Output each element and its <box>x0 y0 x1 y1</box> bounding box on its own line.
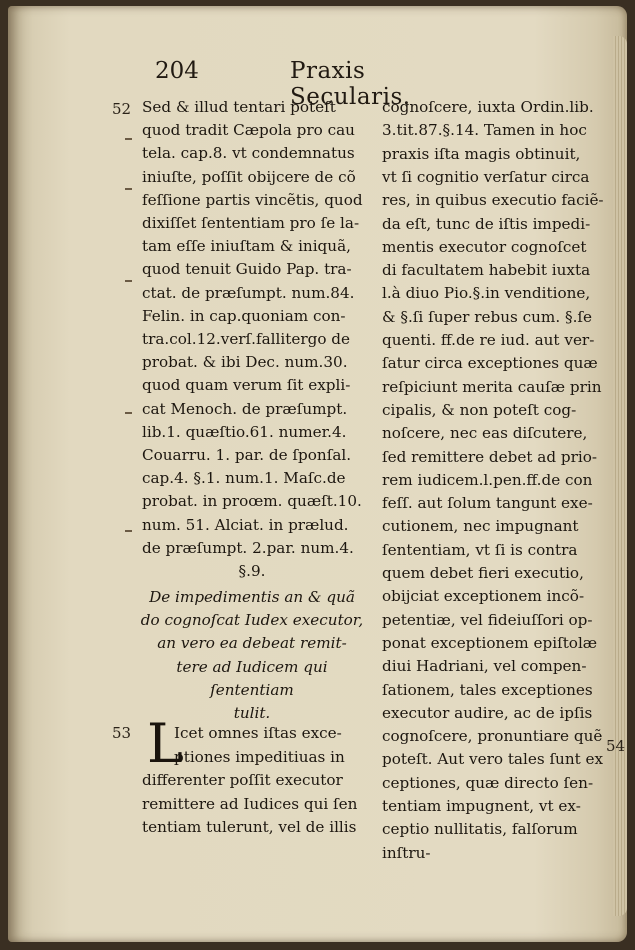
text-line: dixiſſet ſententiam pro ſe la- <box>142 214 360 232</box>
text-line: num. 51. Alciat. in prælud. <box>142 515 349 534</box>
text-line: da eſt, tunc de iſtis impedi- <box>382 214 591 233</box>
text-line: ctat. de præſumpt. num.84. <box>142 283 355 302</box>
text-line: inſtru- <box>382 843 431 862</box>
text-line: tulit. <box>233 704 271 722</box>
page-edge-stack <box>613 36 627 916</box>
drop-capital: L <box>147 712 183 775</box>
text-line: De impedimentis an & quã <box>149 588 355 606</box>
text-line: de præſumpt. 2.par. num.4. <box>142 538 354 557</box>
text-line: feſſione partis vincẽtis, quod <box>142 190 363 209</box>
margin-number-53: 53 <box>112 724 132 742</box>
text-line: vt ſi cognitio verſatur circa <box>382 167 590 186</box>
text-line: praxis iſta magis obtinuit, <box>382 144 581 163</box>
text-line: cipalis, & non poteſt cog- <box>382 400 577 419</box>
text-line: ceptiones, quæ directo ſen- <box>382 773 594 792</box>
text-line: Sed & illud tentari poteſt <box>142 98 336 116</box>
text-line: iniuſte, poſſit obijcere de cõ <box>142 167 356 186</box>
text-line: feſſ. aut ſolum tangunt exe- <box>382 494 593 513</box>
text-line: cap.4. §.1. num.1. Maſc.de <box>142 469 346 488</box>
text-line: ceptio nullitatis, falſorum <box>382 820 578 839</box>
text-line: quod quam verum ſit expli- <box>142 376 351 395</box>
text-line: ſententiam, vt ſi is contra <box>382 540 578 559</box>
margin-tick <box>125 280 132 282</box>
text-line: remittere ad Iudices qui ſen <box>142 794 358 813</box>
text-line: poteſt. Aut vero tales ſunt ex <box>382 750 604 769</box>
text-line: tra.col.12.verſ.fallitergo de <box>142 330 351 348</box>
margin-tick <box>125 530 132 532</box>
text-line: tentiam tulerunt, vel de illis <box>142 818 357 836</box>
text-line: tentiam impugnent, vt ex- <box>382 797 581 815</box>
text-line: diui Hadriani, vel compen- <box>382 657 587 676</box>
text-line: executor audire, ac de ipſis <box>382 703 593 722</box>
margin-tick <box>125 412 132 414</box>
margin-number-52: 52 <box>112 100 132 118</box>
text-line: tere ad Iudicem qui <box>176 657 328 676</box>
text-line: do cognoſcat Iudex executor, <box>140 611 364 630</box>
margin-number-54: 54 <box>606 737 626 755</box>
text-line: l.à diuo Pio.§.in venditione, <box>382 284 591 303</box>
text-line: 3.tit.87.§.14. Tamen in hoc <box>382 121 587 140</box>
margin-tick <box>125 138 132 140</box>
text-line: quod tenuit Guido Pap. tra- <box>142 260 352 279</box>
text-line: tam eſſe iniuſtam & iniquã, <box>142 237 351 256</box>
text-line: cognoſcere, iuxta Ordin.lib. <box>382 98 594 116</box>
text-line: mentis executor cognoſcet <box>382 237 587 256</box>
text-line: Icet omnes iſtas exce- <box>174 724 342 742</box>
text-line: an vero ea debeat remit- <box>157 634 347 653</box>
text-line: & §.ſi ſuper rebus cum. §.ſe <box>382 307 593 326</box>
text-line: res, in quibus executio faciẽ- <box>382 191 604 210</box>
section-mark: §.9. <box>238 562 266 580</box>
text-line: Felin. in cap.quoniam con- <box>142 306 346 325</box>
page-number: 204 <box>155 58 199 84</box>
text-line: tela. cap.8. vt condemnatus <box>142 144 355 163</box>
text-line: ſationem, tales exceptiones <box>382 680 593 699</box>
running-title: Praxis Secularis. <box>290 58 411 110</box>
margin-tick <box>125 188 132 190</box>
text-line: ſententiam <box>210 680 294 699</box>
text-line: obijciat exceptionem incõ- <box>382 587 585 606</box>
text-line: cutionem, nec impugnant <box>382 517 579 536</box>
text-line: differenter poſſit executor <box>142 771 343 789</box>
text-line: quod tradit Cæpola pro cau <box>142 121 355 140</box>
text-line: ponat exceptionem epiſtolæ <box>382 633 598 652</box>
text-line: ſed remittere debet ad prio- <box>382 447 598 466</box>
text-line: cognoſcere, pronuntiare quẽ <box>382 727 603 746</box>
text-line: rem iudicem.l.pen.ff.de con <box>382 470 593 489</box>
text-line: ſatur circa exceptiones quæ <box>382 354 598 373</box>
text-line: ptiones impeditiuas in <box>174 747 345 766</box>
text-line: probat. & ibi Dec. num.30. <box>142 353 348 372</box>
text-line: quem debet fieri executio, <box>382 564 584 582</box>
text-line: quenti. ff.de re iud. aut ver- <box>382 331 595 349</box>
text-line: di facultatem habebit iuxta <box>382 261 591 280</box>
text-line: reſpiciunt merita cauſæ prin <box>382 377 602 396</box>
text-line: Couarru. 1. par. de ſponſal. <box>142 446 352 464</box>
text-line: cat Menoch. de præſumpt. <box>142 399 348 418</box>
text-line: lib.1. quæſtio.61. numer.4. <box>142 422 347 441</box>
text-line: noſcere, nec eas diſcutere, <box>382 424 588 443</box>
text-line: probat. in proœm. quæſt.10. <box>142 492 362 511</box>
text-line: petentiæ, vel fideiuſſori op- <box>382 610 593 629</box>
